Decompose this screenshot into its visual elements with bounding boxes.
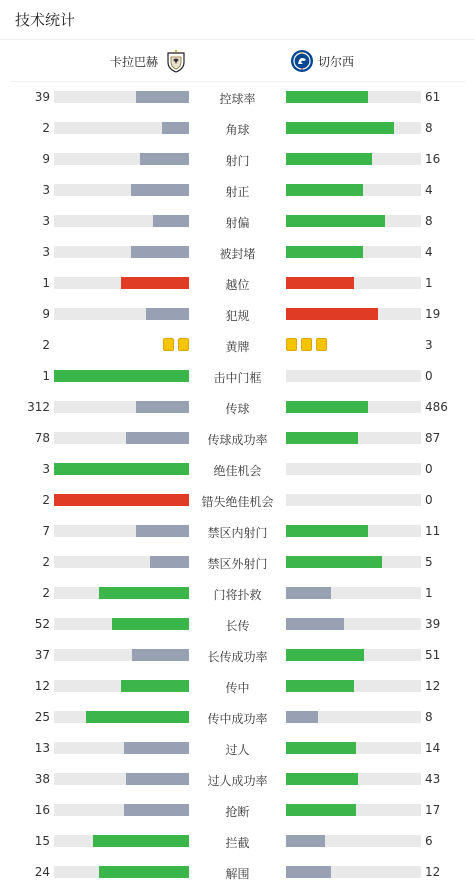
home-value: 2 [42, 555, 50, 569]
stat-label: 解围 [225, 867, 250, 881]
stat-row [0, 733, 475, 764]
home-value: 2 [42, 338, 50, 352]
home-bar [136, 525, 189, 537]
home-value: 7 [42, 524, 50, 538]
away-bar [286, 804, 356, 816]
home-bar-track [54, 122, 189, 134]
away-bar [286, 246, 363, 258]
home-value: 25 [34, 710, 50, 724]
stat-row [0, 547, 475, 578]
home-bar [132, 649, 189, 661]
away-value: 1 [425, 586, 433, 600]
away-bar [286, 711, 318, 723]
home-team[interactable] [110, 49, 188, 73]
home-value: 16 [34, 803, 50, 817]
home-bar-track [54, 525, 189, 537]
home-value: 13 [34, 741, 50, 755]
home-bar-track [54, 649, 189, 661]
stat-row [0, 206, 475, 237]
away-bar-track [286, 618, 421, 630]
stat-row [0, 268, 475, 299]
stat-row [0, 392, 475, 423]
away-value: 0 [425, 369, 433, 383]
away-value: 3 [425, 338, 433, 352]
stat-row [0, 175, 475, 206]
stat-row [0, 516, 475, 547]
away-value: 16 [425, 152, 441, 166]
home-bar-track [54, 308, 189, 320]
home-team-name: 卡拉巴赫 [109, 54, 158, 69]
away-bar [286, 618, 344, 630]
stat-label: 传中成功率 [207, 712, 268, 726]
stat-label: 传中 [225, 681, 250, 695]
home-bar [153, 215, 189, 227]
chelsea-crest-icon [290, 49, 314, 73]
home-bar [131, 184, 189, 196]
away-value: 1 [425, 276, 433, 290]
home-bar [121, 277, 189, 289]
qarabag-crest-icon [164, 49, 188, 73]
stat-row [0, 609, 475, 640]
stat-label: 错失绝佳机会 [201, 495, 274, 509]
away-value: 0 [425, 462, 433, 476]
home-bar [124, 804, 189, 816]
away-bar-track [286, 556, 421, 568]
away-value: 486 [425, 400, 448, 414]
home-bar-track [54, 618, 189, 630]
away-bar [286, 215, 385, 227]
home-value: 3 [42, 214, 50, 228]
home-value: 312 [27, 400, 50, 414]
away-bar-track [286, 246, 421, 258]
home-value: 39 [34, 90, 50, 104]
home-bar-track [54, 866, 189, 878]
away-bar-track [286, 525, 421, 537]
home-value: 2 [42, 121, 50, 135]
stat-label: 传球 [225, 402, 250, 416]
away-value: 51 [425, 648, 441, 662]
stat-label: 传球成功率 [207, 433, 268, 447]
away-bar-track [286, 215, 421, 227]
away-bar-track [286, 153, 421, 165]
stat-row [0, 361, 475, 392]
stat-row [0, 330, 475, 361]
away-bar-track [286, 184, 421, 196]
home-bar-track [54, 91, 189, 103]
yellow-card-icon [316, 338, 327, 351]
away-bar-track [286, 742, 421, 754]
home-bar-track [54, 184, 189, 196]
home-value: 2 [42, 586, 50, 600]
stat-row [0, 671, 475, 702]
away-value: 12 [425, 679, 441, 693]
away-value: 87 [425, 431, 441, 445]
home-value: 3 [42, 245, 50, 259]
home-bar [121, 680, 189, 692]
stat-row [0, 423, 475, 454]
home-yellow-cards [163, 338, 189, 351]
away-bar [286, 866, 331, 878]
home-bar-track [54, 680, 189, 692]
home-bar [99, 866, 189, 878]
home-value: 15 [34, 834, 50, 848]
away-value: 4 [425, 183, 433, 197]
home-bar-track [54, 246, 189, 258]
away-value: 5 [425, 555, 433, 569]
home-bar [54, 370, 189, 382]
away-value: 8 [425, 121, 433, 135]
home-bar-track [54, 277, 189, 289]
home-bar-track [54, 494, 189, 506]
home-bar-track [54, 804, 189, 816]
away-value: 8 [425, 214, 433, 228]
away-value: 8 [425, 710, 433, 724]
home-value: 1 [42, 369, 50, 383]
away-bar-track [286, 494, 421, 506]
stat-row [0, 144, 475, 175]
stat-row [0, 485, 475, 516]
teams-header [10, 40, 465, 82]
away-bar-track [286, 649, 421, 661]
stat-label: 角球 [225, 123, 250, 137]
home-bar-track [54, 401, 189, 413]
stat-row [0, 640, 475, 671]
home-bar-track [54, 835, 189, 847]
home-value: 9 [42, 307, 50, 321]
home-bar [136, 401, 189, 413]
stat-row [0, 237, 475, 268]
home-value: 3 [42, 183, 50, 197]
away-value: 17 [425, 803, 441, 817]
home-bar-track [54, 587, 189, 599]
stat-label: 过人 [225, 743, 250, 757]
stat-label: 拦截 [225, 836, 250, 850]
stat-row [0, 578, 475, 609]
away-bar-track [286, 711, 421, 723]
away-bar [286, 308, 378, 320]
stat-row [0, 795, 475, 826]
stat-label: 禁区内射门 [207, 526, 268, 540]
home-value: 1 [42, 276, 50, 290]
stat-label: 越位 [225, 278, 250, 292]
away-bar-track [286, 773, 421, 785]
home-bar-track [54, 153, 189, 165]
stat-label: 绝佳机会 [213, 464, 262, 478]
stat-row [0, 857, 475, 888]
stat-row [0, 113, 475, 144]
home-value: 38 [34, 772, 50, 786]
away-team-name: 切尔西 [318, 54, 355, 69]
stat-label: 门将扑救 [213, 588, 262, 602]
stat-row [0, 764, 475, 795]
stat-label: 射门 [225, 154, 250, 168]
away-bar-track [286, 835, 421, 847]
yellow-card-icon [301, 338, 312, 351]
home-bar [54, 494, 189, 506]
home-bar-track [54, 556, 189, 568]
home-bar [150, 556, 189, 568]
section-title: 技术统计 [0, 0, 475, 40]
stats-list [0, 82, 475, 888]
home-bar-track [54, 773, 189, 785]
away-bar-track [286, 277, 421, 289]
home-value: 78 [34, 431, 50, 445]
away-value: 12 [425, 865, 441, 879]
stat-row [0, 299, 475, 330]
home-value: 9 [42, 152, 50, 166]
away-bar [286, 556, 382, 568]
home-value: 37 [34, 648, 50, 662]
home-value: 52 [34, 617, 50, 631]
away-bar [286, 277, 354, 289]
away-value: 19 [425, 307, 441, 321]
away-bar [286, 122, 394, 134]
away-bar-track [286, 680, 421, 692]
away-bar-track [286, 370, 421, 382]
home-bar-track [54, 370, 189, 382]
home-bar-track [54, 711, 189, 723]
away-bar-track [286, 91, 421, 103]
home-bar [54, 463, 189, 475]
away-yellow-cards [286, 338, 327, 351]
away-bar [286, 525, 368, 537]
away-bar-track [286, 308, 421, 320]
stat-label: 击中门框 [213, 371, 262, 385]
home-bar-track [54, 742, 189, 754]
home-value: 2 [42, 493, 50, 507]
away-bar [286, 432, 358, 444]
away-bar-track [286, 804, 421, 816]
stat-label: 长传成功率 [207, 650, 268, 664]
stat-row [0, 826, 475, 857]
stat-label: 长传 [225, 619, 250, 633]
away-bar-track [286, 463, 421, 475]
away-value: 14 [425, 741, 441, 755]
home-bar [112, 618, 189, 630]
away-bar-track [286, 587, 421, 599]
stat-label: 黄牌 [225, 340, 250, 354]
home-bar [136, 91, 189, 103]
home-bar-track [54, 432, 189, 444]
away-bar [286, 742, 356, 754]
home-bar [86, 711, 189, 723]
stat-label: 被封堵 [219, 247, 256, 261]
home-bar [140, 153, 189, 165]
away-value: 0 [425, 493, 433, 507]
home-bar [146, 308, 189, 320]
stat-label: 抢断 [225, 805, 250, 819]
away-bar [286, 680, 354, 692]
away-bar [286, 835, 325, 847]
stat-label: 控球率 [219, 92, 256, 106]
home-bar [126, 773, 189, 785]
away-value: 61 [425, 90, 441, 104]
away-bar [286, 401, 368, 413]
away-bar [286, 773, 358, 785]
away-value: 6 [425, 834, 433, 848]
home-bar-track [54, 215, 189, 227]
home-bar-track [54, 463, 189, 475]
stat-row [0, 702, 475, 733]
stat-label: 禁区外射门 [207, 557, 268, 571]
away-bar [286, 153, 372, 165]
away-bar-track [286, 401, 421, 413]
home-bar [99, 587, 189, 599]
away-value: 43 [425, 772, 441, 786]
away-team[interactable] [290, 49, 354, 73]
stat-row [0, 82, 475, 113]
home-bar [162, 122, 189, 134]
home-value: 12 [34, 679, 50, 693]
home-value: 3 [42, 462, 50, 476]
home-bar [126, 432, 189, 444]
away-value: 4 [425, 245, 433, 259]
yellow-card-icon [163, 338, 174, 351]
stat-label: 犯规 [225, 309, 250, 323]
away-bar [286, 184, 363, 196]
yellow-card-icon [286, 338, 297, 351]
away-bar [286, 649, 364, 661]
away-bar-track [286, 866, 421, 878]
stat-row [0, 454, 475, 485]
stat-label: 射正 [225, 185, 250, 199]
home-bar [124, 742, 189, 754]
away-value: 39 [425, 617, 441, 631]
yellow-card-icon [178, 338, 189, 351]
away-bar [286, 91, 368, 103]
away-value: 11 [425, 524, 441, 538]
home-value: 24 [34, 865, 50, 879]
stat-label: 射偏 [225, 216, 250, 230]
away-bar-track [286, 122, 421, 134]
home-bar [131, 246, 189, 258]
stat-label: 过人成功率 [207, 774, 268, 788]
away-bar-track [286, 432, 421, 444]
home-bar [93, 835, 189, 847]
away-bar [286, 587, 331, 599]
